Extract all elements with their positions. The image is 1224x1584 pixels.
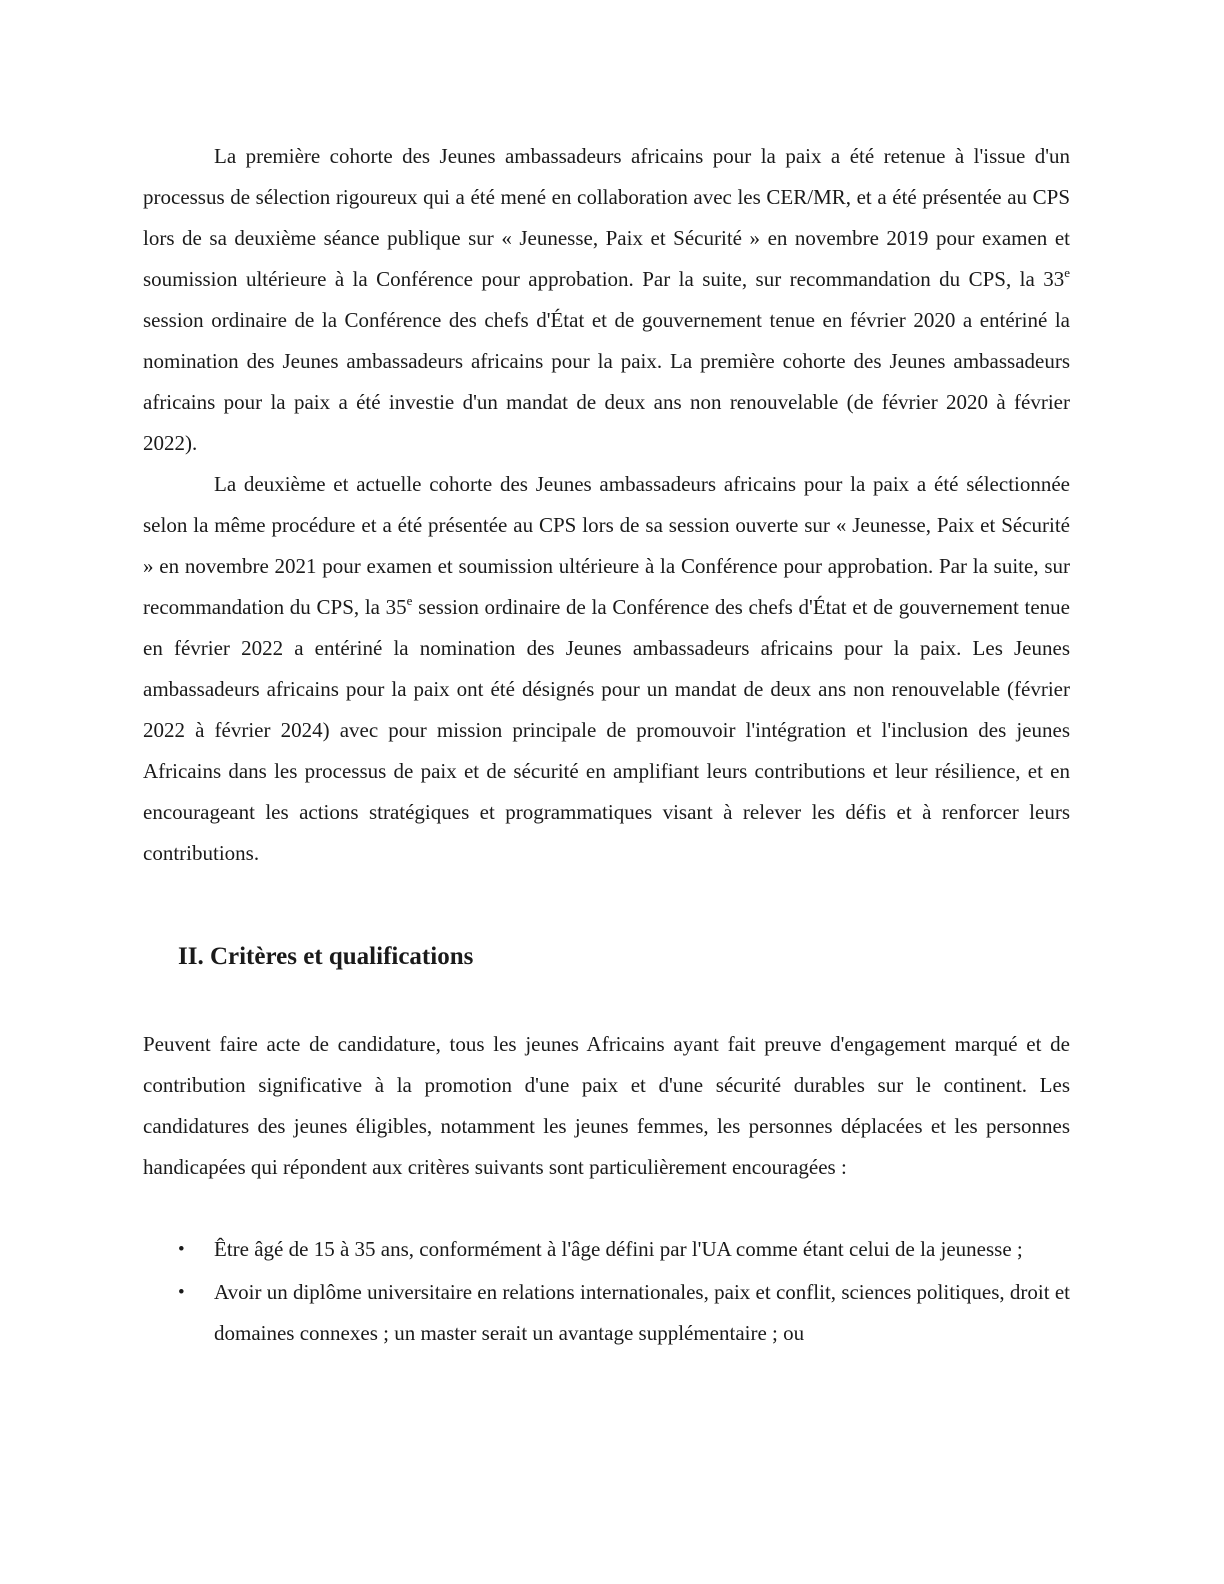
list-item (143, 1229, 1070, 1270)
paragraph-first-cohort (143, 136, 1070, 464)
list-item-text: Être âgé de 15 à 35 ans, conformément à l'âge défini par l'UA comme étant celui de la jeunesse ; (214, 1237, 1023, 1261)
list-item-text: Avoir un diplôme universitaire en relations internationales, paix et conflit, sciences politiques, droit et domaines connexes ; un master serait un avantage supplémentaire ; ou (214, 1280, 1070, 1345)
paragraph-text: session ordinaire de la Conférence des chefs d'État et de gouvernement tenue en février 2020 a entériné la nomination des Jeunes ambassadeurs africains pour la paix. La première cohorte des Jeunes ambassadeurs africains pour la paix a été investie d'un mandat de deux ans non renouvelable (de février 2020 à février 2022). (143, 308, 1070, 455)
paragraph-text: session ordinaire de la Conférence des chefs d'État et de gouvernement tenue en février 2022 a entériné la nomination des Jeunes ambassadeurs africains pour la paix. Les Jeunes ambassadeurs africains pour la paix ont été désignés pour un mandat de deux ans non renouvelable (février 2022 à février 2024) avec pour mission principale de promouvoir l'intégration et l'inclusion des jeunes Africains dans les processus de paix et de sécurité en amplifiant leurs contributions et leur résilience, et en encourageant les actions stratégiques et programmatiques visant à relever les défis et à renforcer leurs contributions. (143, 595, 1070, 865)
paragraph-text: La deuxième et actuelle cohorte des Jeunes ambassadeurs africains pour la paix a été sélectionnée selon la même procédure et a été présentée au CPS lors de sa session ouverte sur « Jeunesse, Paix et Sécurité » en novembre 2021 pour examen et soumission ultérieure à la Conférence pour approbation. Par la suite, sur recommandation du CPS, la 35 (143, 472, 1070, 619)
paragraph-eligibility-intro: Peuvent faire acte de candidature, tous les jeunes Africains ayant fait preuve d'engagement marqué et de contribution significative à la promotion d'une paix et d'une sécurité durables sur le continent. Les candidatures des jeunes éligibles, notamment les jeunes femmes, les personnes déplacées et les personnes handicapées qui répondent aux critères suivants sont particulièrement encouragées : (143, 1032, 1070, 1179)
paragraph-second-cohort (143, 464, 1070, 874)
spacer (143, 874, 1070, 936)
criteria-list (143, 1229, 1070, 1354)
bullet-icon: • (178, 1239, 185, 1260)
paragraph-text: La première cohorte des Jeunes ambassadeurs africains pour la paix a été retenue à l'issue d'un processus de sélection rigoureux qui a été mené en collaboration avec les CER/MR, et a été présentée au CPS lors de sa deuxième séance publique sur « Jeunesse, Paix et Sécurité » en novembre 2019 pour examen et soumission ultérieure à la Conférence pour approbation. Par la suite, sur recommandation du CPS, la 33 (143, 144, 1070, 291)
superscript-ordinal: e (406, 593, 413, 608)
superscript-ordinal: e (1064, 265, 1070, 280)
document-page (143, 136, 1070, 1356)
section-heading: II. Critères et qualifications (178, 943, 474, 970)
bullet-icon: • (178, 1282, 185, 1303)
spacer (143, 977, 1070, 1024)
spacer (143, 1188, 1070, 1229)
list-item (143, 1272, 1070, 1354)
